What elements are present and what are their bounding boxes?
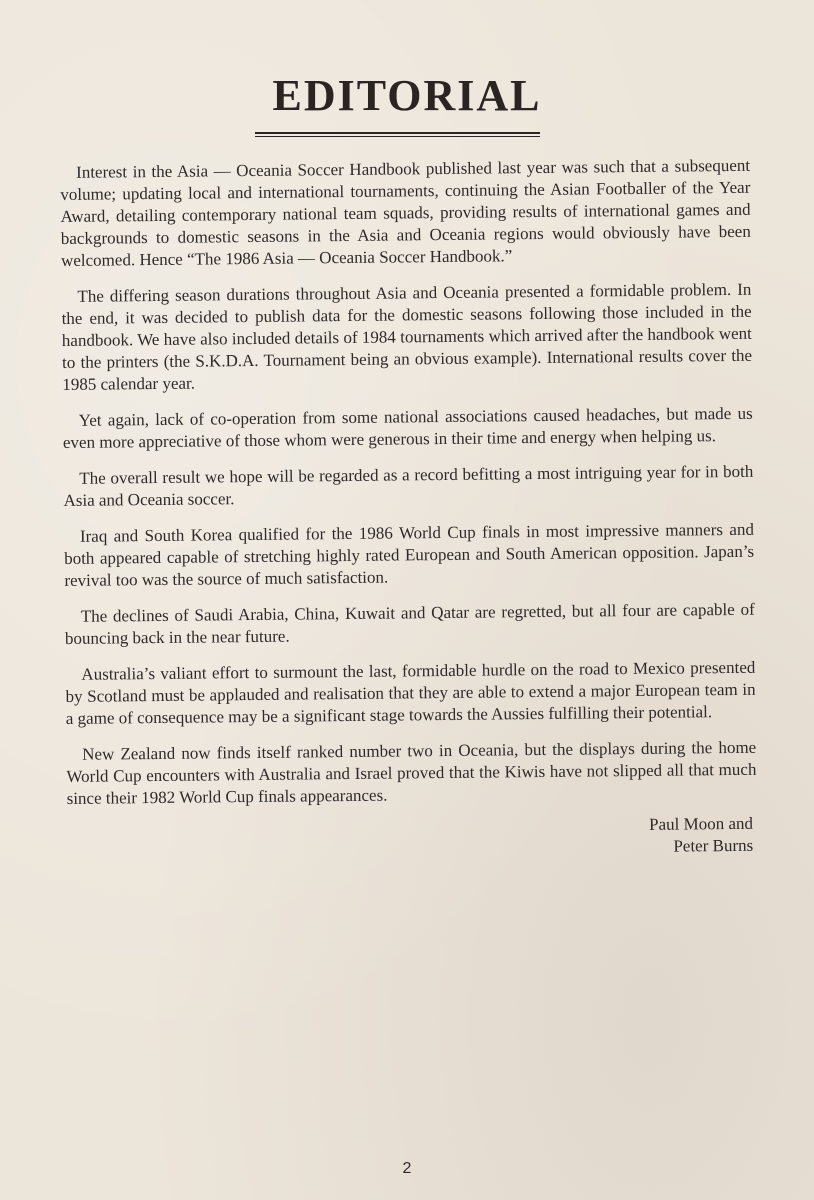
editorial-body xyxy=(60,155,757,864)
paragraph-7: Australia’s valiant effort to surmount the last, formidable hurdle on the road to Mexico presented by Scotland must be applauded and realisation that they are able to extend a major European team in a game of consequence may be a significant stage towards the Aussies fulfilling their potential. xyxy=(65,657,756,728)
paragraph-4: The overall result we hope will be regarded as a record befitting a most intriguing year for in both Asia and Oceania soccer. xyxy=(63,461,754,510)
paragraph-1: Interest in the Asia — Oceania Soccer Handbook published last year was such that a subsequent volume; updating local and international tournaments, continuing the Asian Footballer of the Year Award, detailing contemporary national team squads, providing results of international games and backgrounds to domestic seasons in the Asia and Oceania regions would obviously have been welcomed. Hence “The 1986 Asia — Oceania Soccer Handbook.” xyxy=(60,155,751,270)
title-underline xyxy=(255,132,540,137)
signature-block xyxy=(67,813,757,864)
paragraph-3: Yet again, lack of co-operation from some national associations caused headaches, but made us even more appreciative of those whom were generous in their time and energy when helping us. xyxy=(62,403,753,452)
paragraph-6: The declines of Saudi Arabia, China, Kuwait and Qatar are regretted, but all four are capable of bouncing back in the near future. xyxy=(64,599,755,648)
paragraph-5: Iraq and South Korea qualified for the 1986 World Cup finals in most impressive manners and both appeared capable of stretching highly rated European and South American opposition. Japan’s revival too was the source of much satisfaction. xyxy=(64,519,755,590)
paragraph-8: New Zealand now finds itself ranked number two in Oceania, but the displays during the home World Cup encounters with Australia and Israel proved that the Kiwis have not slipped all that much since their 1982 World Cup finals appearances. xyxy=(66,737,757,808)
signature-line-1: Paul Moon and xyxy=(648,813,754,834)
signature-line-2: Peter Burns xyxy=(673,835,754,856)
page-title: EDITORIAL xyxy=(272,71,542,120)
page-number: 2 xyxy=(402,1160,412,1177)
paragraph-2: The differing season durations throughout Asia and Oceania presented a formidable problem. In the end, it was decided to publish data for the domestic seasons following those included in the handbook. We have also included details of 1984 tournaments which arrived after the handbook went to the printers (the S.K.D.A. Tournament being an obvious example). International results cover the 1985 calendar year. xyxy=(61,279,753,394)
